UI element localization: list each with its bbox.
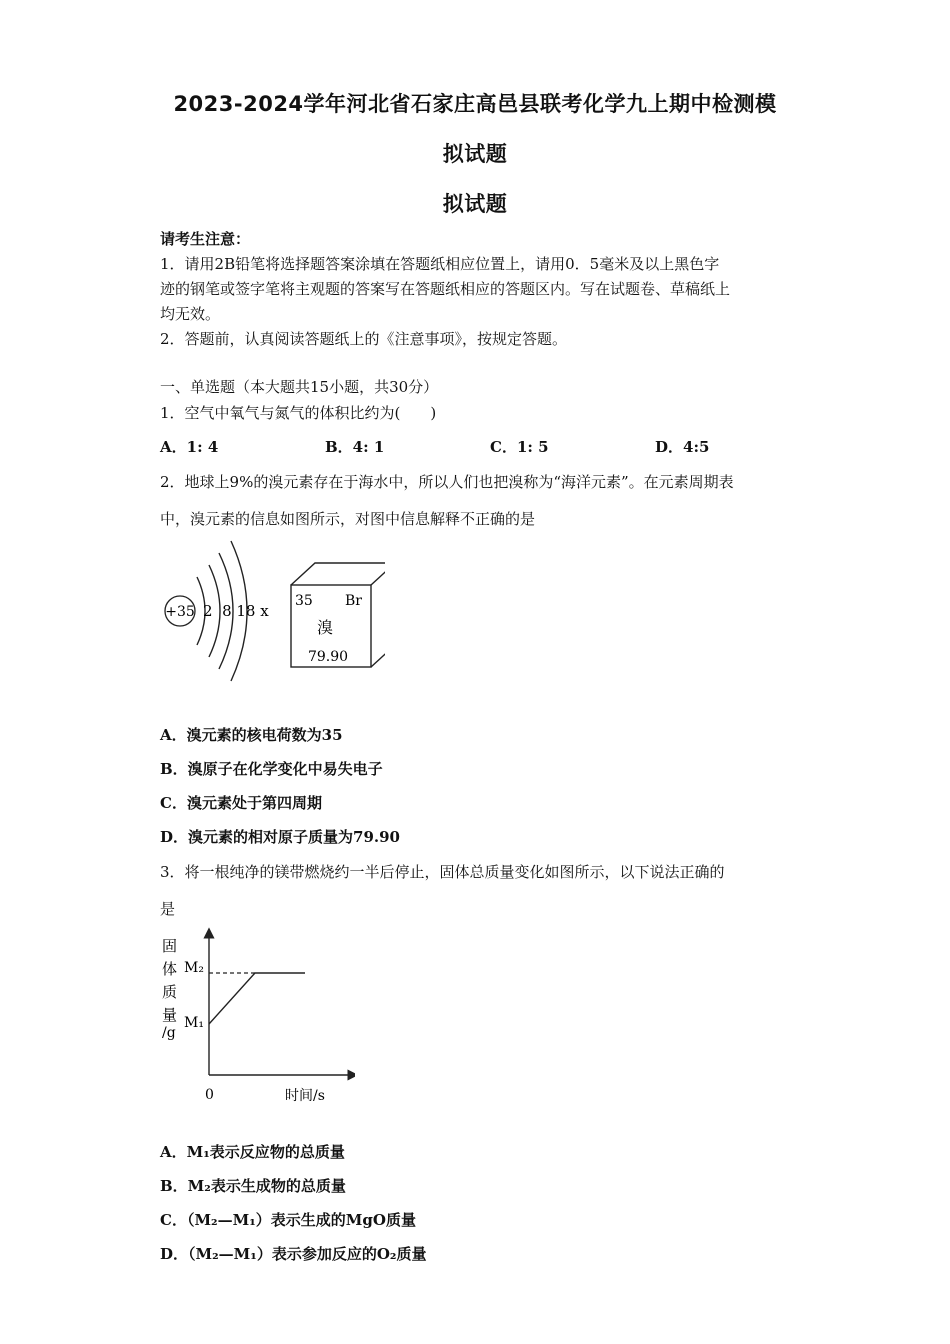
exam-title-line2: 拟试题 — [442, 142, 508, 166]
q1-stem: 1．空气中氧气与氮气的体积比约为( ) — [160, 404, 437, 422]
electron-configuration: 2 8 18 x — [203, 602, 269, 620]
q1-option-b: B．4: 1 — [325, 438, 385, 456]
q3-option-a: A．M₁表示反应物的总质量 — [160, 1143, 345, 1161]
notice-item1-line1: 1．请用2B铅笔将选择题答案涂填在答题纸相应位置上，请用0．5毫米及以上黑色字 — [160, 255, 720, 273]
tick-m2: M₂ — [184, 960, 204, 976]
ylabel-char-2: 质 — [162, 983, 178, 1001]
q2-option-c: C．溴元素处于第四周期 — [160, 794, 322, 812]
origin-label: 0 — [205, 1087, 214, 1103]
q1-option-a: A．1: 4 — [160, 438, 219, 456]
x-axis-label: 时间/s — [285, 1088, 325, 1104]
exam-title-line3: 拟试题 — [442, 192, 508, 216]
q3-option-c: C．（M₂—M₁）表示生成的MgO质量 — [160, 1211, 416, 1229]
q1-option-c: C．1: 5 — [490, 438, 549, 456]
element-name: 溴 — [316, 618, 334, 637]
section1-heading: 一、单选题（本大题共15小题，共30分） — [160, 378, 439, 396]
q3-stem-line2: 是 — [160, 900, 176, 918]
q1-option-d: D．4:5 — [655, 438, 710, 456]
q2-option-b: B．溴原子在化学变化中易失电子 — [160, 760, 383, 778]
ylabel-char-1: 体 — [162, 960, 178, 978]
notice-item1-line2: 迹的钢笔或签字笔将主观题的答案写在答题纸相应的答题区内。写在试题卷、草稿纸上 — [160, 280, 731, 298]
mass-series-line — [209, 973, 305, 1024]
notice-heading: 请考生注意： — [160, 230, 251, 248]
mass-time-chart — [155, 925, 355, 1110]
ylabel-char-4: /g — [162, 1025, 176, 1041]
bromine-figure — [155, 535, 385, 690]
ylabel-char-3: 量 — [162, 1006, 178, 1024]
atomic-mass: 79.90 — [307, 649, 349, 665]
q3-option-d: D．（M₂—M₁）表示参加反应的O₂质量 — [160, 1245, 427, 1263]
q3-option-b: B．M₂表示生成物的总质量 — [160, 1177, 346, 1195]
element-symbol: Br — [345, 593, 362, 609]
q2-option-d: D．溴元素的相对原子质量为79.90 — [160, 828, 400, 846]
q2-option-a: A．溴元素的核电荷数为35 — [160, 726, 343, 744]
atomic-number: 35 — [295, 593, 313, 609]
q3-stem-line1: 3．将一根纯净的镁带燃烧约一半后停止，固体总质量变化如图所示，以下说法正确的 — [160, 863, 725, 881]
ylabel-char-0: 固 — [162, 937, 178, 955]
nucleus-charge: +35 — [165, 604, 195, 620]
tick-m1: M₁ — [184, 1015, 204, 1031]
exam-title-line1: 2023-2024学年河北省石家庄高邑县联考化学九上期中检测模 — [173, 92, 777, 116]
q2-stem-line1: 2．地球上9%的溴元素存在于海水中，所以人们也把溴称为“海洋元素”。在元素周期表 — [160, 473, 734, 491]
notice-item1-line3: 均无效。 — [160, 305, 221, 323]
q2-stem-line2: 中，溴元素的信息如图所示，对图中信息解释不正确的是 — [160, 510, 536, 528]
notice-item2: 2．答题前，认真阅读答题纸上的《注意事项》，按规定答题。 — [160, 330, 568, 348]
